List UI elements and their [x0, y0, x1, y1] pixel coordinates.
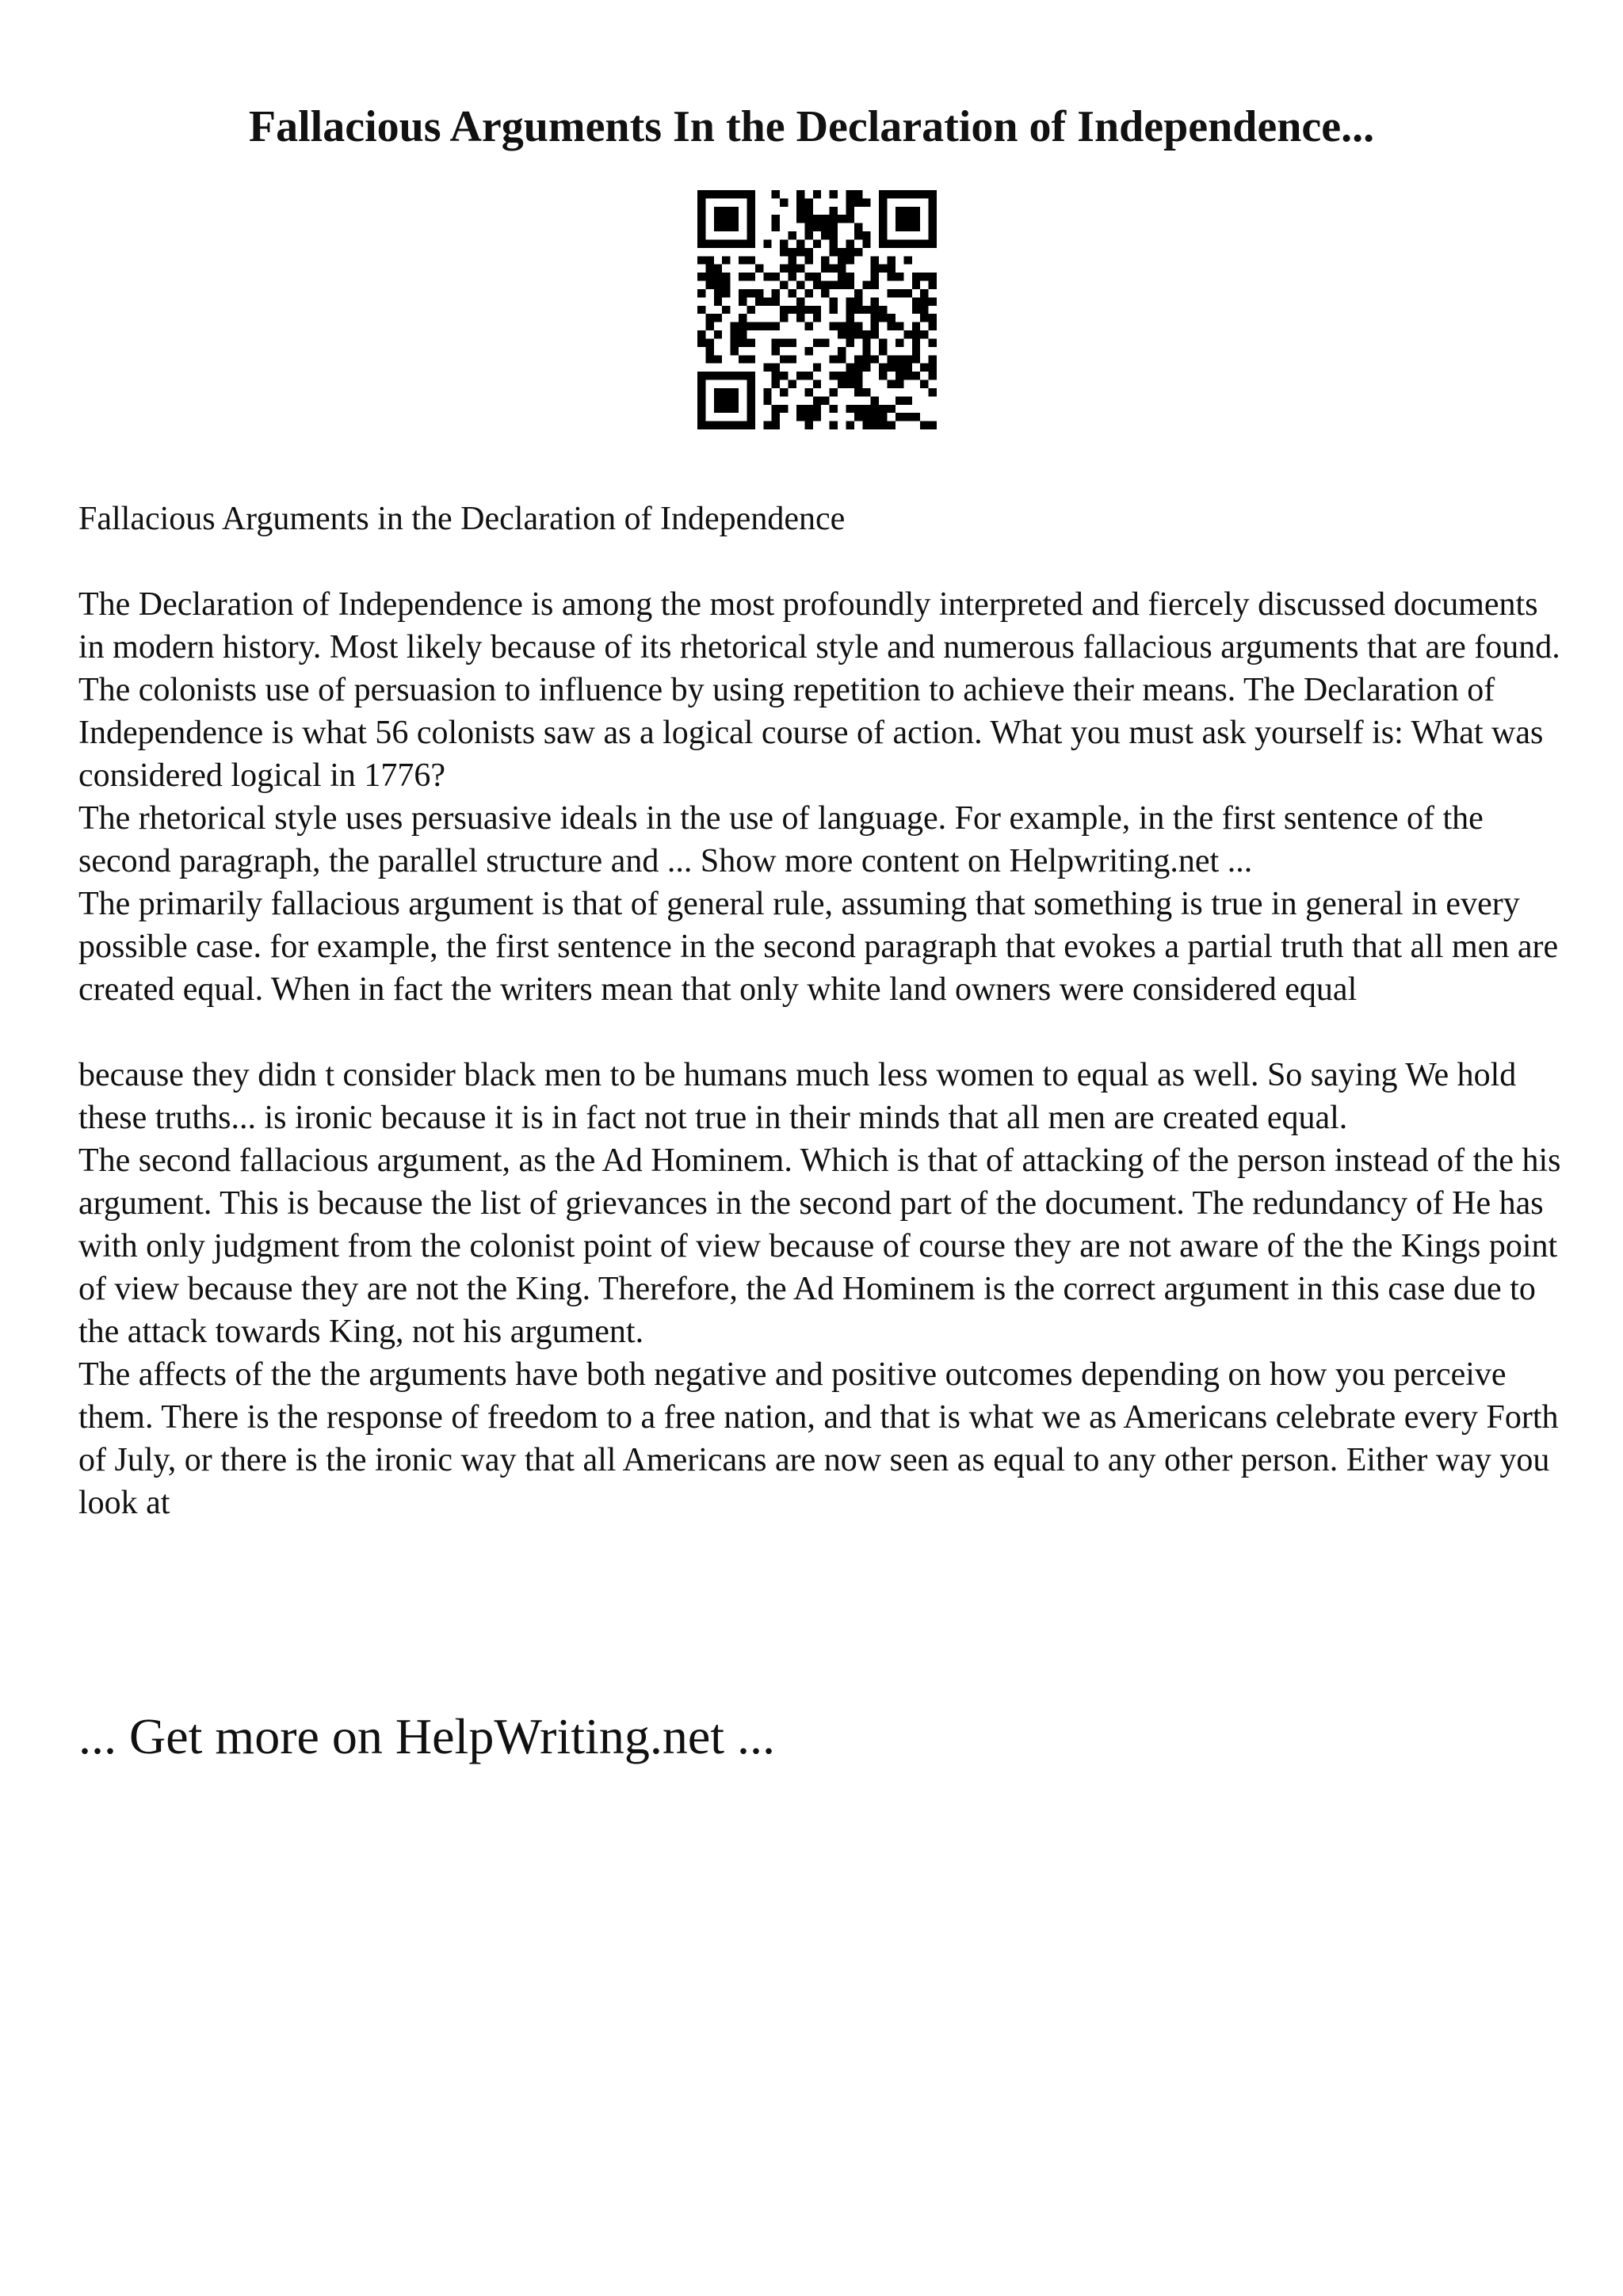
paragraph: The Declaration of Independence is among the most profoundly interpreted and fiercely discussed documents in modern history. Most likely because of its rhetorical style and numerous fallacious arguments that are found. The colonists use of persuasion to influence by using repetition to achieve their means. The Declaration of Independence is what 56 colonists saw as a logical course of action. What you must ask yourself is: What was considered logical in 1776? [78, 586, 1560, 794]
paragraph: because they didn t consider black men to be humans much less women to equal as well. So saying We hold these truths... is ironic because it is in fact not true in their minds that all men are created equal. [78, 1057, 1517, 1136]
paragraph: The primarily fallacious argument is that of general rule, assuming that something is true in general in every possible case. for example, the first sentence in the second paragraph that evokes a partial truth that all men are created equal. When in fact the writers mean that only white land owners were considered equal [78, 886, 1559, 1008]
document-title: Fallacious Arguments In the Declaration of Independence... [248, 102, 1375, 151]
document-body [78, 498, 1568, 1524]
paragraph: The affects of the the arguments have both negative and positive outcomes depending on how you perceive them. There is the response of freedom to a free nation, and that is what we as Americans celebrate every Forth of July, or there is the ironic way that all Americans are now seen as equal to any other person. Either way you look at [78, 1356, 1559, 1521]
document-subtitle: Fallacious Arguments in the Declaration of Independence [78, 501, 846, 537]
paragraph: The rhetorical style uses persuasive ideals in the use of language. For example, in the first sentence of the second paragraph, the parallel structure and ... Show more content on Helpwriting.net ... [78, 800, 1484, 879]
paragraph: The second fallacious argument, as the Ad Hominem. Which is that of attacking of the person instead of the his argument. This is because the list of grievances in the second part of the document. The redundancy of He has with only judgment from the colonist point of view because of course they are not aware of the the Kings point of view because they are not the King. Therefore, the Ad Hominem is the correct argument in this case due to the attack towards King, not his argument. [78, 1142, 1561, 1350]
qr-code-icon[interactable] [697, 190, 937, 429]
get-more-link[interactable]: ... Get more on HelpWriting.net ... [78, 1708, 775, 1764]
